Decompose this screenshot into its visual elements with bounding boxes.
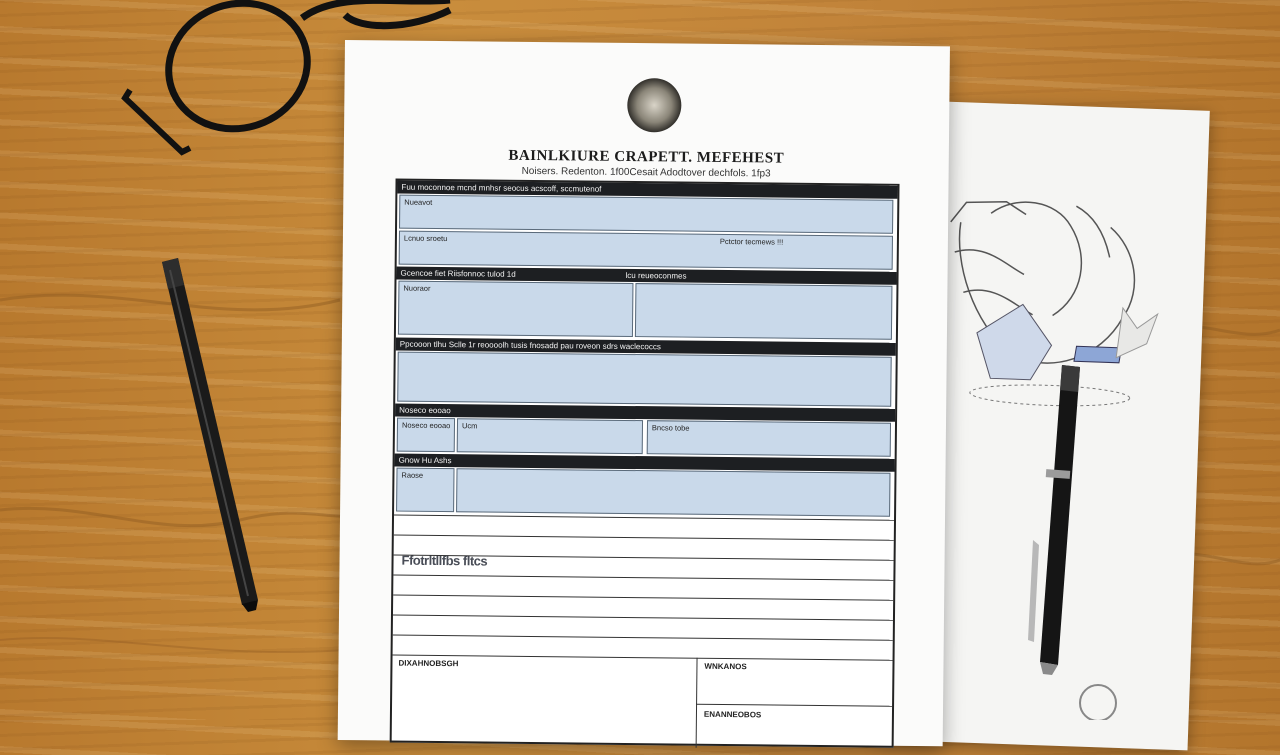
- form-field[interactable]: Nuoraor: [398, 281, 634, 337]
- form-field[interactable]: Lcnuo sroetu Pctctor tecmews !!!: [399, 231, 893, 270]
- section-header: Ppcooon tlhu Sclle 1r reoooolh tusis fnosadd pau roveon sdrs waclecoccs: [396, 338, 896, 356]
- ruled-line: [393, 575, 893, 581]
- ruled-line: [393, 595, 893, 601]
- ruled-line: [394, 535, 894, 541]
- document-title: BAINLKIURE CRAPETT. MEFEHEST: [508, 147, 785, 167]
- form-field[interactable]: [456, 468, 890, 517]
- section-header: Fuu moconnoe mcnd mnhsr seocus acscoff, sccmutenof: [397, 181, 897, 199]
- signature-label: WNKANOS: [704, 661, 747, 672]
- form-grid: [390, 179, 900, 748]
- form-field[interactable]: Nueavot: [399, 195, 893, 234]
- form-field[interactable]: Ucm: [457, 418, 643, 454]
- ruled-line: [393, 655, 893, 661]
- section-header: Gnow Hu Ashs: [395, 454, 895, 472]
- form-field[interactable]: Raose: [396, 468, 454, 513]
- handwritten-entry: Ffotrltllfbs fltcs: [401, 552, 488, 569]
- document-subtitle: Noisers. Redenton. 1f00Cesait Adodtover dechfols. 1fp3: [521, 165, 771, 180]
- ruled-line: [393, 615, 893, 621]
- form-field[interactable]: Noseco eooao: [397, 418, 455, 453]
- divider: [696, 658, 698, 748]
- form-field[interactable]: Bncso tobe: [647, 420, 891, 457]
- form-sheet: [338, 40, 950, 746]
- form-field[interactable]: [397, 352, 891, 407]
- section-header: Noseco eooao: [395, 404, 895, 422]
- section-header: Gcencoe fiet Riisfonnoc tulod 1d lcu reueoconmes: [396, 267, 896, 285]
- seal-icon: [627, 78, 682, 133]
- ruled-line: [696, 704, 892, 707]
- signature-label: ENANNEOBOS: [703, 709, 762, 720]
- signature-label: DIXAHNOBSGH: [398, 658, 459, 669]
- ruled-line: [393, 635, 893, 641]
- form-field[interactable]: [635, 283, 893, 340]
